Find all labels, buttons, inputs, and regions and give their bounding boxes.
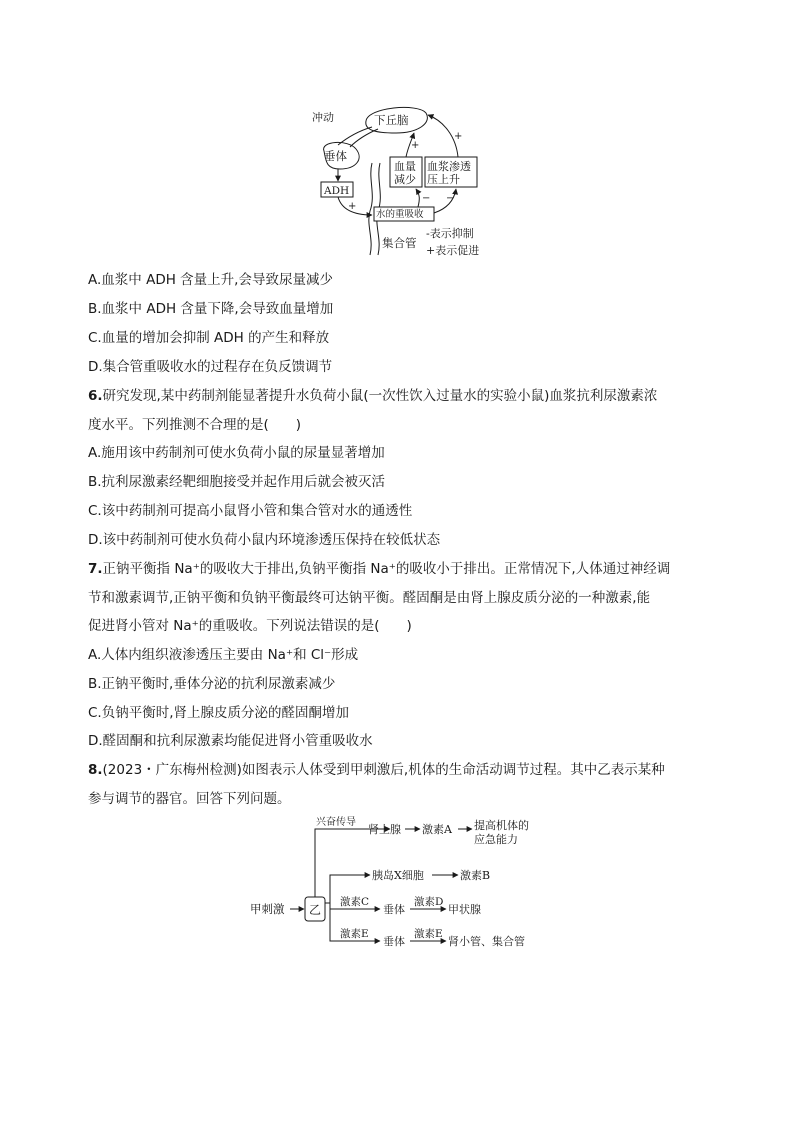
organ-label: 乙 <box>309 903 322 917</box>
hormone-e1-label: 激素E <box>340 928 369 940</box>
islet-label: 胰岛X细胞 <box>372 869 424 882</box>
q6-stem-line-1 <box>88 387 657 405</box>
adh-regulation-diagram <box>308 103 493 261</box>
hormone-b-label: 激素B <box>460 869 491 882</box>
blood-volume-label-2: 减少 <box>394 173 416 186</box>
legend-promote: +表示促进 <box>426 244 480 257</box>
q6-stem-line-2: 度水平。下列推测不合理的是( ) <box>88 417 302 433</box>
blood-volume-label-1: 血量 <box>394 160 416 173</box>
pituitary-1-label: 垂体 <box>383 903 405 916</box>
q8-stem-text-1: (2023・广东梅州检测)如图表示人体受到甲刺激后,机体的生命活动调节过程。其中乙表示某种 <box>102 762 665 778</box>
q6-stem-text-1: 研究发现,某中药制剂能显著提升水负荷小鼠(一次性饮入过量水的实验小鼠)血浆抗利尿激素浓 <box>102 388 658 404</box>
stimulus-label: 甲刺激 <box>250 902 285 916</box>
osmotic-label-1: 血浆渗透 <box>427 160 471 173</box>
reabsorption-label: 水的重吸收 <box>376 209 424 220</box>
effect-label-2: 应急能力 <box>474 833 518 846</box>
q7-option-b: B.正钠平衡时,垂体分泌的抗利尿激素减少 <box>88 676 336 692</box>
q7-number: 7. <box>88 561 103 577</box>
plus-sign-adh: + <box>348 201 357 212</box>
q7-stem-line-3: 促进肾小管对 Na⁺的重吸收。下列说法错误的是( ) <box>88 618 412 634</box>
minus-sign-bloodvolume: − <box>422 193 431 204</box>
legend-inhibit: -表示抑制 <box>426 227 474 240</box>
q8-stem-line-2: 参与调节的器官。回答下列问题。 <box>88 791 291 807</box>
plus-sign-bloodvolume: + <box>411 140 420 151</box>
collecting-duct-left <box>369 163 372 255</box>
adrenal-label: 肾上腺 <box>368 823 401 836</box>
hormone-d-label: 激素D <box>414 896 444 908</box>
minus-sign-osmotic: − <box>446 193 455 204</box>
regulation-flow-diagram <box>248 815 548 955</box>
hormone-a-label: 激素A <box>422 823 452 836</box>
q6-option-b: B.抗利尿激素经靶细胞接受并起作用后就会被灭活 <box>88 474 386 490</box>
q6-option-c: C.该中药制剂可提高小鼠肾小管和集合管对水的通透性 <box>88 503 413 519</box>
q7-stem-line-2: 节和激素调节,正钠平衡和负钠平衡最终可达钠平衡。醛固酮是由肾上腺皮质分泌的一种激素,能 <box>88 590 651 606</box>
q7-option-c: C.负钠平衡时,肾上腺皮质分泌的醛固酮增加 <box>88 705 350 721</box>
plus-sign-osmotic: + <box>454 131 463 142</box>
thyroid-label: 甲状腺 <box>448 903 481 916</box>
collecting-duct-label: 集合管 <box>382 236 417 250</box>
nerve-label: 兴奋传导 <box>316 817 356 828</box>
stalk-line-2 <box>350 129 378 147</box>
osmotic-label-2: 压上升 <box>427 173 460 186</box>
pituitary-2-label: 垂体 <box>383 935 405 948</box>
q7-option-d: D.醛固酮和抗利尿激素均能促进肾小管重吸收水 <box>88 733 373 749</box>
q6-option-a: A.施用该中药制剂可使水负荷小鼠的尿量显著增加 <box>88 445 385 461</box>
impulse-label: 冲动 <box>312 111 334 124</box>
kidney-label: 肾小管、集合管 <box>448 935 525 948</box>
branch-adrenal <box>315 829 390 897</box>
effect-label-1: 提高机体的 <box>474 819 529 832</box>
q5-option-c: C.血量的增加会抑制 ADH 的产生和释放 <box>88 330 330 346</box>
q5-option-b: B.血浆中 ADH 含量下降,会导致血量增加 <box>88 301 334 317</box>
hormone-e2-label: 激素E <box>414 928 443 940</box>
q8-number: 8. <box>88 762 103 778</box>
q5-option-d: D.集合管重吸收水的过程存在负反馈调节 <box>88 359 333 375</box>
hormone-c-label: 激素C <box>340 896 370 908</box>
arrow-reabsorption-bloodvolume <box>416 189 419 207</box>
adh-label: ADH <box>324 185 350 197</box>
flow-diagram-svg <box>248 815 548 955</box>
q7-stem-text-1: 正钠平衡指 Na⁺的吸收大于排出,负钠平衡指 Na⁺的吸收小于排出。正常情况下,人体通过神经调 <box>102 561 671 577</box>
q8-stem-line-1 <box>88 761 665 779</box>
hypothalamus-label: 下丘脑 <box>374 113 409 127</box>
q6-option-d: D.该中药制剂可使水负荷小鼠内环境渗透压保持在较低状态 <box>88 532 441 548</box>
q7-stem-line-1 <box>88 560 670 578</box>
q5-option-a: A.血浆中 ADH 含量上升,会导致尿量减少 <box>88 272 333 288</box>
q6-number: 6. <box>88 388 103 404</box>
q7-option-a: A.人体内组织液渗透压主要由 Na⁺和 Cl⁻形成 <box>88 647 359 663</box>
adh-diagram-svg <box>308 103 493 261</box>
pituitary-label: 垂体 <box>324 149 347 163</box>
